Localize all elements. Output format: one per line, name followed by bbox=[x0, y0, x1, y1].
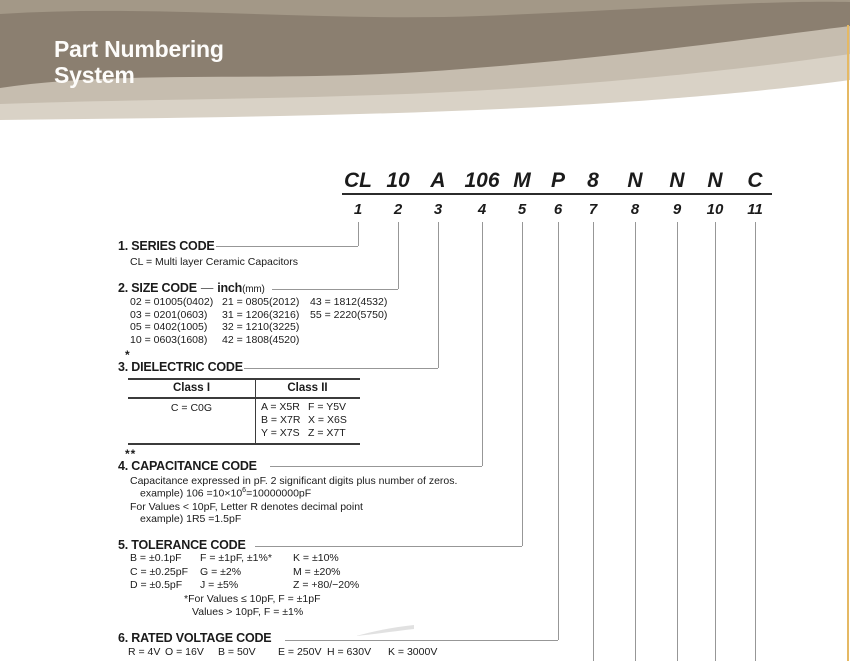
part-code-char: N bbox=[707, 169, 723, 192]
part-code-col-11 bbox=[747, 169, 763, 218]
connector-line-11 bbox=[755, 222, 756, 661]
capacitance-example1-exponent: 6 bbox=[242, 487, 247, 494]
part-code-position: 9 bbox=[672, 201, 682, 218]
part-code-col-6 bbox=[551, 169, 565, 218]
voltage-code-list bbox=[0, 646, 850, 661]
part-code-col-9 bbox=[669, 169, 684, 218]
voltage-entry: O = 16V bbox=[165, 646, 204, 658]
part-code-col-4 bbox=[464, 169, 499, 218]
capacitance-example2: example) 1R5 =1.5pF bbox=[140, 513, 242, 525]
connector-line-10 bbox=[715, 222, 716, 661]
dielectric-entry: B = X7R bbox=[261, 414, 301, 426]
part-code-char: N bbox=[627, 169, 643, 192]
part-code-position: 11 bbox=[747, 201, 763, 218]
dielectric-star: * bbox=[125, 348, 131, 362]
dielectric-header-class2: Class II bbox=[287, 382, 328, 394]
capacitance-example1-pre: example) 106 =10×10 bbox=[140, 487, 243, 500]
capacitance-star: ** bbox=[125, 447, 137, 461]
tolerance-code-list bbox=[130, 552, 359, 593]
part-code-col-8 bbox=[627, 169, 642, 218]
connector-line-5 bbox=[522, 222, 523, 546]
size-code-column-2 bbox=[222, 296, 310, 346]
part-code-position: 8 bbox=[630, 201, 640, 218]
page-title-line2: System bbox=[54, 62, 135, 88]
dielectric-row bbox=[261, 427, 360, 440]
connector-line-6 bbox=[558, 222, 559, 640]
dielectric-entry: X = X6S bbox=[308, 414, 347, 426]
dielectric-row bbox=[261, 414, 360, 427]
part-code-position: 2 bbox=[393, 201, 403, 218]
connector-line-3 bbox=[438, 222, 439, 368]
size-code-heading-text: 2. SIZE CODE bbox=[118, 281, 197, 295]
tolerance-entry: K = ±10% bbox=[293, 552, 339, 564]
connector-line-9 bbox=[677, 222, 678, 661]
tolerance-row bbox=[130, 579, 359, 593]
capacitance-example1-post: =10000000pF bbox=[246, 487, 312, 500]
voltage-entry: R = 4V bbox=[128, 646, 161, 658]
part-code-position: 7 bbox=[588, 201, 598, 218]
size-code-entry: 42 = 1808(4520) bbox=[222, 333, 300, 346]
size-code-unit: inch bbox=[217, 281, 243, 295]
part-code-char: M bbox=[513, 169, 531, 192]
tolerance-entry: D = ±0.5pF bbox=[130, 579, 183, 591]
dielectric-class1-value: C = C0G bbox=[170, 402, 213, 414]
part-code-char: CL bbox=[344, 169, 372, 192]
voltage-entry: E = 250V bbox=[278, 646, 322, 658]
part-code-col-2 bbox=[386, 169, 409, 218]
tolerance-entry: C = ±0.25pF bbox=[130, 565, 189, 578]
voltage-code-heading: 6. RATED VOLTAGE CODE bbox=[118, 631, 272, 645]
part-code-col-1 bbox=[344, 169, 372, 218]
dielectric-row bbox=[261, 401, 360, 414]
part-code-col-10 bbox=[707, 169, 724, 218]
connector-line-7 bbox=[593, 222, 594, 661]
part-code-char: 10 bbox=[386, 169, 410, 192]
leader-line-dielectric bbox=[244, 368, 438, 369]
series-code-note: CL = Multi layer Ceramic Capacitors bbox=[130, 256, 298, 268]
part-code-char: C bbox=[747, 169, 763, 192]
part-code-char: 106 bbox=[464, 169, 500, 192]
tolerance-code-heading: 5. TOLERANCE CODE bbox=[118, 538, 246, 552]
part-code-position: 4 bbox=[477, 201, 487, 218]
capacitance-code-heading: 4. CAPACITANCE CODE bbox=[118, 459, 257, 473]
dielectric-entry: F = Y5V bbox=[308, 401, 347, 413]
size-code-column-3 bbox=[310, 296, 387, 321]
tolerance-entry: G = ±2% bbox=[200, 565, 242, 578]
size-code-entry: 21 = 0805(2012) bbox=[222, 296, 300, 308]
tolerance-entry: B = ±0.1pF bbox=[130, 552, 182, 564]
size-code-dash: — bbox=[200, 281, 214, 295]
page-accent-border bbox=[847, 25, 849, 661]
part-code-char: P bbox=[550, 169, 566, 192]
connector-line-1 bbox=[358, 222, 359, 246]
part-code-position: 6 bbox=[553, 201, 563, 218]
leader-line-series bbox=[216, 246, 358, 247]
tolerance-footnote2: Values > 10pF, F = ±1% bbox=[192, 606, 304, 618]
connector-line-8 bbox=[635, 222, 636, 661]
tolerance-entry: M = ±20% bbox=[293, 565, 341, 578]
dielectric-header-class1: Class I bbox=[172, 382, 211, 394]
part-code-position: 5 bbox=[517, 201, 527, 218]
page-title bbox=[54, 36, 224, 88]
leader-line-voltage bbox=[285, 640, 558, 641]
tolerance-row bbox=[130, 566, 359, 580]
size-code-entry: 02 = 01005(0402) bbox=[130, 296, 214, 308]
dielectric-table-body bbox=[128, 399, 360, 443]
voltage-entry: B = 50V bbox=[218, 646, 256, 658]
dielectric-class2-values bbox=[255, 399, 360, 443]
part-code-col-3 bbox=[430, 169, 445, 218]
tolerance-entry: Z = +80/−20% bbox=[293, 579, 360, 591]
tolerance-entry: F = ±1pF, ±1%* bbox=[200, 552, 272, 564]
part-code-position: 1 bbox=[353, 201, 363, 218]
dielectric-entry: Y = X7S bbox=[261, 427, 300, 439]
tolerance-entry: J = ±5% bbox=[200, 579, 239, 591]
part-code-col-7 bbox=[587, 169, 599, 218]
bottom-wave-decoration bbox=[356, 624, 416, 638]
size-code-entry: 43 = 1812(4532) bbox=[310, 296, 388, 308]
size-code-list bbox=[130, 296, 387, 346]
voltage-entry: H = 630V bbox=[327, 646, 372, 658]
capacitance-example1 bbox=[140, 487, 311, 500]
part-code-char: N bbox=[669, 169, 685, 192]
size-code-entry: 03 = 0201(0603) bbox=[130, 308, 208, 321]
tolerance-footnote1: *For Values ≤ 10pF, F = ±1pF bbox=[184, 593, 321, 605]
leader-line-tolerance bbox=[255, 546, 522, 547]
dielectric-code-heading: 3. DIELECTRIC CODE bbox=[118, 360, 243, 374]
voltage-entry: K = 3000V bbox=[388, 646, 438, 658]
page-title-line1: Part Numbering bbox=[54, 36, 224, 62]
connector-line-4 bbox=[482, 222, 483, 466]
part-code-position: 10 bbox=[706, 201, 724, 218]
part-code-char: A bbox=[430, 169, 446, 192]
capacitance-line2: For Values < 10pF, Letter R denotes decimal point bbox=[130, 501, 363, 513]
size-code-unit-mm: (mm) bbox=[242, 284, 265, 295]
dielectric-table-header bbox=[128, 380, 360, 399]
part-code-position: 3 bbox=[433, 201, 443, 218]
series-code-heading: 1. SERIES CODE bbox=[118, 239, 215, 253]
part-code-char: 8 bbox=[587, 169, 599, 192]
part-code-col-5 bbox=[513, 169, 531, 218]
capacitance-line1: Capacitance expressed in pF. 2 significant digits plus number of zeros. bbox=[130, 475, 458, 487]
size-code-entry: 55 = 2220(5750) bbox=[310, 308, 388, 321]
dielectric-entry: A = X5R bbox=[261, 401, 300, 413]
size-code-entry: 31 = 1206(3216) bbox=[222, 308, 300, 321]
size-code-column-1 bbox=[130, 296, 222, 346]
tolerance-row bbox=[130, 552, 359, 566]
leader-line-capacitance bbox=[270, 466, 482, 467]
size-code-entry: 32 = 1210(3225) bbox=[222, 321, 300, 333]
size-code-entry: 05 = 0402(1005) bbox=[130, 321, 208, 333]
connector-line-2 bbox=[398, 222, 399, 289]
size-code-heading bbox=[118, 281, 265, 295]
size-code-entry: 10 = 0603(1608) bbox=[130, 333, 208, 346]
dielectric-table-divider bbox=[255, 380, 256, 443]
dielectric-table bbox=[128, 378, 360, 445]
dielectric-entry: Z = X7T bbox=[308, 427, 346, 439]
leader-line-size bbox=[272, 289, 398, 290]
